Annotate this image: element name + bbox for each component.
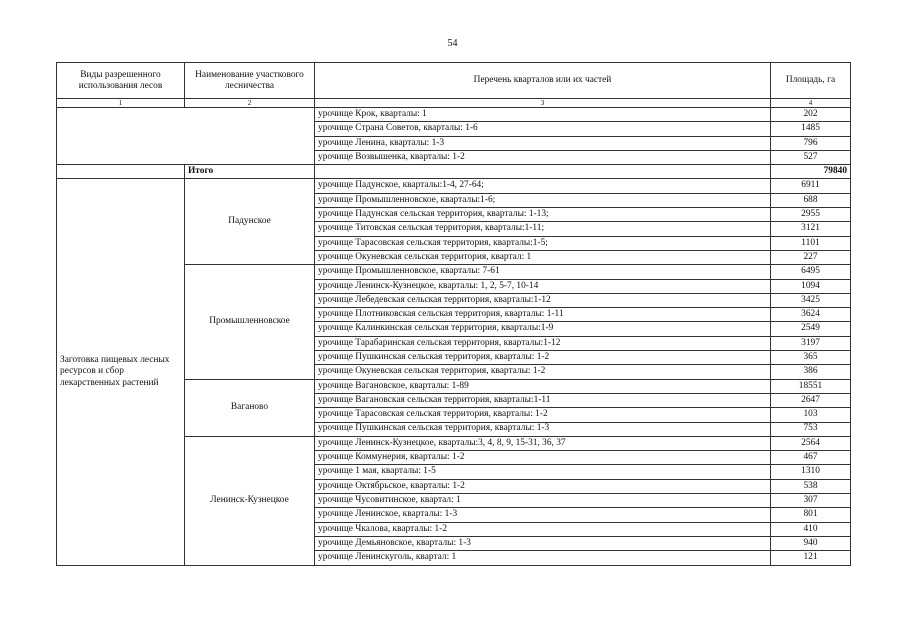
column-number: 1 xyxy=(57,99,185,108)
quarters-cell: урочище Пушкинская сельская территория, кварталы: 1-2 xyxy=(315,351,771,365)
area-cell: 6495 xyxy=(771,265,851,279)
area-cell: 2564 xyxy=(771,436,851,450)
area-cell: 796 xyxy=(771,136,851,150)
usage-type-cell: Заготовка пищевых лесных ресурсов и сбор лекарственных растений xyxy=(57,179,185,565)
area-cell: 2955 xyxy=(771,208,851,222)
empty-cell xyxy=(57,165,185,179)
forestry-cell: Ленинск-Кузнецкое xyxy=(185,436,315,565)
empty-cell xyxy=(57,108,315,165)
area-cell: 801 xyxy=(771,508,851,522)
quarters-cell: урочище Тарасовская сельская территория, кварталы: 1-2 xyxy=(315,408,771,422)
table-row xyxy=(57,179,851,193)
area-cell: 410 xyxy=(771,522,851,536)
total-label: Итого xyxy=(185,165,315,179)
area-cell: 1485 xyxy=(771,122,851,136)
quarters-cell: урочище Ленинскуголь, квартал: 1 xyxy=(315,551,771,565)
header-area: Площадь, га xyxy=(771,63,851,99)
area-cell: 940 xyxy=(771,536,851,550)
area-cell: 688 xyxy=(771,193,851,207)
area-cell: 3197 xyxy=(771,336,851,350)
area-cell: 753 xyxy=(771,422,851,436)
area-cell: 386 xyxy=(771,365,851,379)
quarters-cell: урочище Чкалова, кварталы: 1-2 xyxy=(315,522,771,536)
area-cell: 307 xyxy=(771,494,851,508)
area-cell: 365 xyxy=(771,351,851,365)
area-cell: 121 xyxy=(771,551,851,565)
total-value: 79840 xyxy=(771,165,851,179)
area-cell: 202 xyxy=(771,108,851,122)
quarters-cell: урочище Возвышенка, кварталы: 1-2 xyxy=(315,150,771,164)
quarters-cell: урочище Падунское, кварталы:1-4, 27-64; xyxy=(315,179,771,193)
quarters-cell: урочище Крок, кварталы: 1 xyxy=(315,108,771,122)
area-cell: 227 xyxy=(771,250,851,264)
area-cell: 2549 xyxy=(771,322,851,336)
area-cell: 103 xyxy=(771,408,851,422)
area-cell: 6911 xyxy=(771,179,851,193)
quarters-cell: урочище Ленинское, кварталы: 1-3 xyxy=(315,508,771,522)
quarters-cell: урочище Лебедевская сельская территория, кварталы:1-12 xyxy=(315,293,771,307)
column-number-row xyxy=(57,99,851,108)
quarters-cell: урочище Титовская сельская территория, кварталы:1-11; xyxy=(315,222,771,236)
quarters-cell: урочище Плотниковская сельская территория, кварталы: 1-11 xyxy=(315,308,771,322)
area-cell: 467 xyxy=(771,451,851,465)
quarters-cell: урочище Промышленновское, кварталы: 7-61 xyxy=(315,265,771,279)
quarters-cell: урочище Вагановская сельская территория, кварталы:1-11 xyxy=(315,393,771,407)
area-cell: 2647 xyxy=(771,393,851,407)
column-number: 3 xyxy=(315,99,771,108)
area-cell: 18551 xyxy=(771,379,851,393)
forestry-cell: Ваганово xyxy=(185,379,315,436)
quarters-cell: урочище Калинкинская сельская территория, кварталы:1-9 xyxy=(315,322,771,336)
quarters-cell: урочище Падунская сельская территория, кварталы: 1-13; xyxy=(315,208,771,222)
area-cell: 1310 xyxy=(771,465,851,479)
quarters-cell: урочище Окуневская сельская территория, кварталы: 1-2 xyxy=(315,365,771,379)
column-number: 2 xyxy=(185,99,315,108)
header-usage: Виды разрешенного использования лесов xyxy=(57,63,185,99)
forestry-cell: Падунское xyxy=(185,179,315,265)
quarters-cell: урочище Октябрьское, кварталы: 1-2 xyxy=(315,479,771,493)
header-quarters: Перечень кварталов или их частей xyxy=(315,63,771,99)
area-cell: 538 xyxy=(771,479,851,493)
quarters-cell: урочище Окуневская сельская территория, квартал: 1 xyxy=(315,250,771,264)
page-number: 54 xyxy=(447,38,458,49)
quarters-cell: урочище Тарабаринская сельская территория, кварталы:1-12 xyxy=(315,336,771,350)
area-cell: 1094 xyxy=(771,279,851,293)
area-cell: 3425 xyxy=(771,293,851,307)
quarters-cell: урочище Чусовитинское, квартал: 1 xyxy=(315,494,771,508)
quarters-cell: урочище Коммунерия, кварталы: 1-2 xyxy=(315,451,771,465)
header-forestry: Наименование участкового лесничества xyxy=(185,63,315,99)
quarters-cell: урочище Ленина, кварталы: 1-3 xyxy=(315,136,771,150)
area-cell: 1101 xyxy=(771,236,851,250)
header-row xyxy=(57,63,851,99)
quarters-cell: урочище Промышленновское, кварталы:1-6; xyxy=(315,193,771,207)
quarters-cell: урочище Ленинск-Кузнецкое, кварталы:3, 4, 8, 9, 15-31, 36, 37 xyxy=(315,436,771,450)
quarters-cell: урочище Страна Советов, кварталы: 1-6 xyxy=(315,122,771,136)
forestry-cell: Промышленновское xyxy=(185,265,315,379)
area-cell: 3121 xyxy=(771,222,851,236)
quarters-cell: урочище Вагановское, кварталы: 1-89 xyxy=(315,379,771,393)
forest-usage-table xyxy=(56,62,851,566)
quarters-cell: урочище Пушкинская сельская территория, кварталы: 1-3 xyxy=(315,422,771,436)
area-cell: 3624 xyxy=(771,308,851,322)
quarters-cell: урочище 1 мая, кварталы: 1-5 xyxy=(315,465,771,479)
quarters-cell: урочище Тарасовская сельская территория, кварталы:1-5; xyxy=(315,236,771,250)
column-number: 4 xyxy=(771,99,851,108)
table-row xyxy=(57,108,851,122)
quarters-cell: урочище Демьяновское, кварталы: 1-3 xyxy=(315,536,771,550)
area-cell: 527 xyxy=(771,150,851,164)
total-row xyxy=(57,165,851,179)
quarters-cell: урочище Ленинск-Кузнецкое, кварталы: 1, 2, 5-7, 10-14 xyxy=(315,279,771,293)
empty-cell xyxy=(315,165,771,179)
